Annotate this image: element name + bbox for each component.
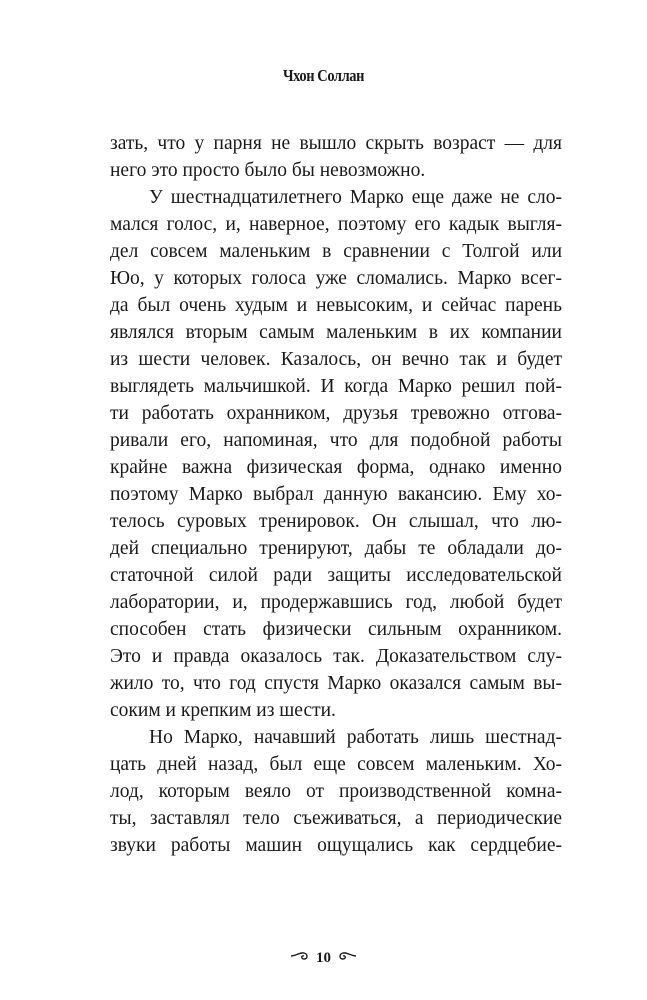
text-line: являлся вторым самым маленьким в их компании bbox=[110, 322, 562, 343]
text-line: звуки работы машин ощущались как сердцебие- bbox=[110, 835, 562, 856]
text-line: цать дней назад, был еще совсем маленьким. Хо- bbox=[110, 754, 562, 775]
text-line: Но Марко, начавший работать лишь шестнад- bbox=[149, 727, 562, 748]
text-line: Это и правда оказалось так. Доказательством слу- bbox=[110, 646, 562, 667]
running-header: Чхон Соллан bbox=[282, 66, 364, 85]
text-line: статочной силой ради защиты исследовательской bbox=[110, 565, 562, 586]
page-body-text bbox=[110, 130, 562, 859]
text-line: ривали его, напоминая, что для подобной работы bbox=[110, 430, 562, 451]
text-line: способен стать физически сильным охранником. bbox=[110, 619, 562, 640]
right-scroll-ornament-icon bbox=[335, 950, 357, 967]
text-line: лод, которым веяло от производственной комна- bbox=[110, 781, 562, 802]
text-line: дел совсем маленьким в сравнении с Толгой или bbox=[110, 241, 562, 262]
text-line: телось суровых тренировок. Он слышал, что лю- bbox=[110, 511, 562, 532]
text-line: крайне важна физическая форма, однако именно bbox=[110, 457, 562, 478]
page-number: 10 bbox=[316, 950, 331, 966]
text-line: выглядеть мальчишкой. И когда Марко решил пой- bbox=[110, 376, 562, 397]
text-line: поэтому Марко выбрал данную вакансию. Ему хо- bbox=[110, 484, 562, 505]
text-line: дей специально тренируют, дабы те обладали до- bbox=[110, 538, 562, 559]
text-line: У шестнадцатилетнего Марко еще даже не сло- bbox=[149, 187, 562, 208]
text-line: мался голос, и, наверное, поэтому его кадык выгля- bbox=[110, 214, 562, 235]
text-line: Юо, у которых голоса уже сломались. Марко всег- bbox=[110, 268, 562, 289]
text-line: зать, что у парня не вышло скрыть возраст — для bbox=[110, 133, 562, 154]
text-line: ты, заставлял тело съеживаться, а периодические bbox=[110, 808, 562, 829]
text-line: лаборатории, и, продержавшись год, любой будет bbox=[110, 592, 562, 613]
text-line: соким и крепким из шести. bbox=[110, 700, 336, 721]
left-scroll-ornament-icon bbox=[290, 950, 312, 967]
page-folio bbox=[0, 950, 647, 967]
text-line: ти работать охранником, друзья тревожно отгова- bbox=[110, 403, 562, 424]
text-line: да был очень худым и невысоким, и сейчас парень bbox=[110, 295, 562, 316]
text-line: него это просто было бы невозможно. bbox=[110, 160, 426, 181]
text-line: из шести человек. Казалось, он вечно так и будет bbox=[110, 349, 562, 370]
text-line: жило то, что год спустя Марко оказался самым вы- bbox=[110, 673, 562, 694]
